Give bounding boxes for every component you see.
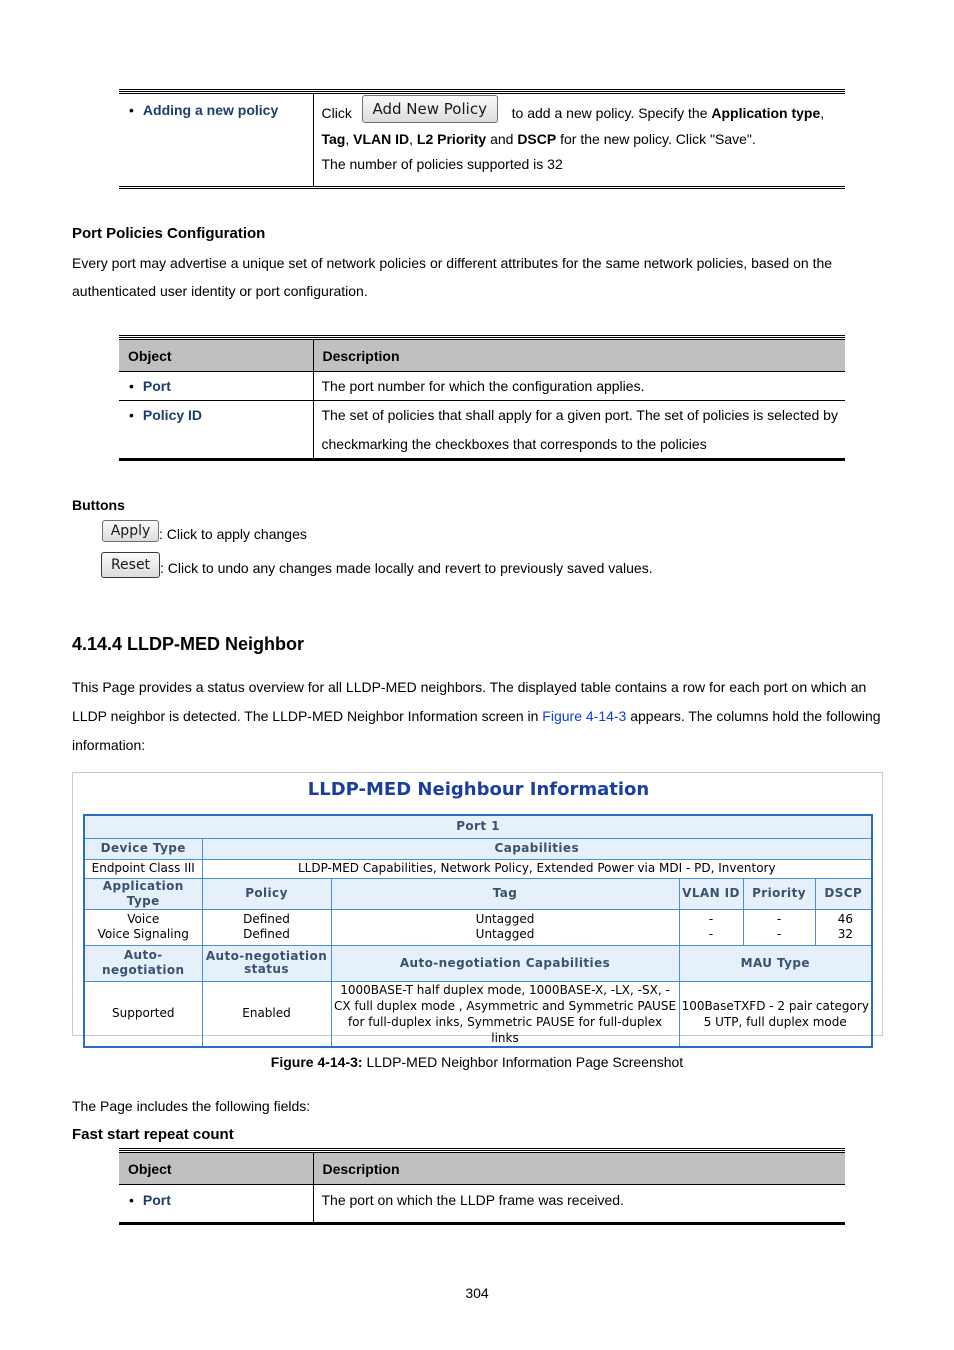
section-heading: 4.14.4 LLDP-MED Neighbor [72, 634, 305, 654]
table-row-description: The set of policies that shall apply for a given port. The set of policies is selected by checkmarking the checkboxes that corresponds to the policies [313, 401, 845, 460]
col-description-header: Description [313, 340, 845, 372]
vlan-cell: - - [679, 909, 743, 945]
autoneg-status-value: Enabled [202, 981, 331, 1047]
policy-table [119, 93, 845, 187]
priority-header: Priority [743, 878, 815, 909]
table-row-object: • Port [119, 1185, 313, 1224]
mau-value: 100BaseTXFD - 2 pair category 5 UTP, full duplex mode [679, 981, 872, 1047]
buttons-heading: Buttons [72, 497, 125, 513]
section-paragraph: This Page provides a status overview for all LLDP-MED neighbors. The displayed table contains a row for each port on which an LLDP neighbor is detected. The LLDP-MED Neighbor Information screen in Figure 4-14-3 appears. The columns hold the following information: [72, 679, 881, 753]
device-type-header: Device Type [84, 838, 202, 859]
autoneg-status-header: Auto-negotiation status [202, 945, 331, 981]
tag-cell: Untagged Untagged [331, 909, 679, 945]
dscp-cell: 46 32 [815, 909, 872, 945]
fast-start-table [119, 1152, 845, 1224]
autoneg-cap-value: 1000BASE-T half duplex mode, 1000BASE-X, -LX, -SX, -CX full duplex mode , Asymmetric and Symmetric PAUSE for full-duplex inks, Symmetric PAUSE for full-duplex links [331, 981, 679, 1047]
figure-link[interactable]: Figure 4-14-3 [542, 708, 627, 724]
fields-intro: The Page includes the following fields: [72, 1098, 311, 1114]
port-header: Port 1 [84, 815, 872, 838]
neighbour-table [83, 814, 873, 1048]
mau-header: MAU Type [679, 945, 872, 981]
capabilities-header: Capabilities [202, 838, 872, 859]
app-type-cell: Voice Voice Signaling [84, 909, 202, 945]
autoneg-cap-header: Auto-negotiation Capabilities [331, 945, 679, 981]
policy-cell: Defined Defined [202, 909, 331, 945]
apply-button[interactable]: Apply [102, 520, 159, 542]
col-description-header: Description [313, 1153, 845, 1185]
apply-row: Apply : Click to apply changes [102, 520, 307, 544]
col-object-header: Object [119, 340, 313, 372]
table-row-description: The port number for which the configuration applies. [313, 372, 845, 401]
autoneg-header: Auto-negotiation [84, 945, 202, 981]
tag-header: Tag [331, 878, 679, 909]
lldp-med-screenshot [72, 772, 883, 1045]
table-top-rule [119, 89, 845, 92]
fast-start-heading: Fast start repeat count [72, 1126, 234, 1143]
policy-object-cell [119, 94, 313, 187]
autoneg-value: Supported [84, 981, 202, 1047]
add-new-policy-button[interactable]: Add New Policy [362, 95, 498, 123]
table-row-object: • Policy ID [119, 401, 313, 460]
policy-desc-cell: Click Add New Policy to add a new policy. Specify the Application type, Tag, VLAN ID, L2 Priority and DSCP for the new policy. Click "Save". The number of policies supported is 32 [313, 94, 845, 187]
table-bottom-rule [119, 186, 845, 189]
screenshot-title: LLDP-MED Neighbour Information [307, 779, 650, 800]
table-bottom-rule [119, 458, 845, 461]
table-row-description: The port on which the LLDP frame was received. [313, 1185, 845, 1224]
device-type-value: Endpoint Class III [84, 859, 202, 878]
table-bottom-rule [119, 1222, 845, 1225]
reset-row: Reset : Click to undo any changes made locally and revert to previously saved values. [101, 552, 653, 578]
capabilities-value: LLDP-MED Capabilities, Network Policy, Extended Power via MDI - PD, Inventory [202, 859, 872, 878]
vlan-header: VLAN ID [679, 878, 743, 909]
table-top-rule [119, 1148, 845, 1151]
figure-caption: Figure 4-14-3: LLDP-MED Neighbor Information Page Screenshot [270, 1054, 684, 1070]
port-policies-paragraph: Every port may advertise a unique set of network policies or different attributes for the same network policies, based on the authenticated user identity or port configuration. [72, 255, 833, 299]
app-type-header: Application Type [84, 878, 202, 909]
port-policies-heading: Port Policies Configuration [72, 225, 266, 242]
port-policies-table [119, 339, 845, 460]
page-number: 304 [465, 1285, 489, 1301]
table-top-rule [119, 335, 845, 338]
reset-button[interactable]: Reset [101, 552, 160, 578]
col-object-header: Object [119, 1153, 313, 1185]
table-row-object: • Port [119, 372, 313, 401]
priority-cell: - - [743, 909, 815, 945]
policy-header: Policy [202, 878, 331, 909]
adding-policy-label: • Adding a new policy [129, 102, 278, 118]
dscp-header: DSCP [815, 878, 872, 909]
